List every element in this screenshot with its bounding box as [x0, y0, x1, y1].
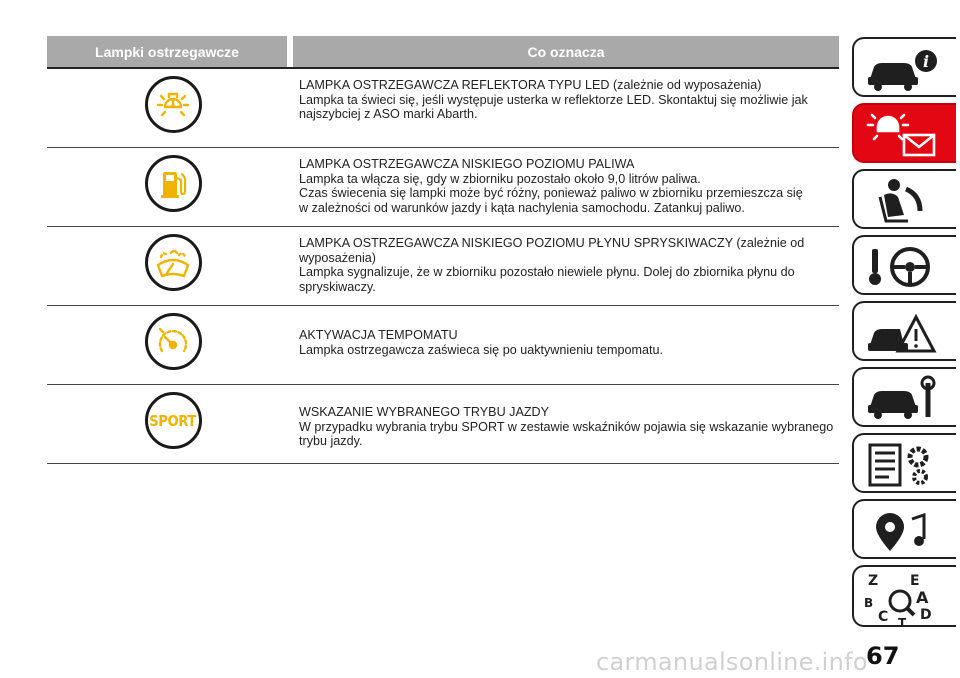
row-text: Lampka ostrzegawcza zaświeca się po uaktywnieniu tempomatu. [299, 342, 664, 357]
row-title: AKTYWACJA TEMPOMATU [299, 328, 458, 342]
washer-fluid-icon [145, 234, 202, 291]
cruise-control-icon [145, 313, 202, 370]
row-text: trybu jazdy. [299, 434, 363, 449]
maintenance-icon [864, 373, 944, 425]
watermark: carmanualsonline.info [596, 648, 868, 676]
row-text: Lampka ta świeci się, jeśli występuje usterka w reflektorze LED. Skontaktuj się możliwie jak [299, 92, 808, 107]
table-row [47, 227, 839, 306]
led-headlight-warning-icon [145, 76, 202, 133]
tab-maintenance[interactable] [852, 367, 956, 427]
car-info-icon [864, 43, 944, 95]
table-row [47, 306, 839, 385]
steering-wheel-icon [864, 241, 944, 293]
row-title: WSKAZANIE WYBRANEGO TRYBU JAZDY [299, 405, 550, 419]
header-meaning: Co oznacza [293, 36, 839, 67]
table-header [47, 36, 839, 69]
index-icon [864, 571, 944, 627]
tab-car-info[interactable] [852, 37, 956, 97]
warning-lights-table [47, 36, 839, 464]
technical-data-icon [864, 439, 944, 491]
multimedia-icon [864, 505, 944, 557]
row-title: LAMPKA OSTRZEGAWCZA REFLEKTORA TYPU LED (zależnie od wyposażenia) [299, 78, 762, 92]
row-title: LAMPKA OSTRZEGAWCZA NISKIEGO POZIOMU PALIWA [299, 157, 635, 171]
emergency-icon [864, 307, 944, 359]
row-text: wyposażenia) [299, 250, 377, 265]
row-text: Lampka ta włącza się, gdy w zbiorniku pozostało około 9,0 litrów paliwa. [299, 171, 701, 186]
tab-technical-data[interactable] [852, 433, 956, 493]
tab-warning-lights[interactable] [852, 103, 956, 163]
svg-text:i: i [922, 52, 930, 71]
table-row [47, 148, 839, 227]
index-letter: A [916, 588, 929, 607]
tab-multimedia[interactable] [852, 499, 956, 559]
header-warning-lights: Lampki ostrzegawcze [47, 36, 287, 67]
row-text: w zależności od warunków jazdy i kąta nachylenia samochodu. Zatankuj paliwo. [299, 200, 745, 215]
safety-seat-icon [864, 175, 944, 227]
table-row [47, 385, 839, 464]
tab-driving[interactable] [852, 235, 956, 295]
index-letter: C [878, 609, 889, 625]
row-text: W przypadku wybrania trybu SPORT w zestawie wskaźników pojawia się wskazanie wybranego [299, 419, 834, 434]
fuel-pump-icon [145, 155, 202, 212]
sport-badge: SPORT [149, 411, 197, 430]
row-title: LAMPKA OSTRZEGAWCZA NISKIEGO POZIOMU PŁYNU SPRYSKIWACZY (zależnie od [299, 236, 805, 250]
index-letter: Z [868, 573, 879, 589]
row-text: Lampka sygnalizuje, że w zbiorniku pozostało niewiele płynu. Dolej do zbiornika płynu do [299, 265, 795, 280]
warning-lights-icon [864, 109, 944, 161]
index-letter: T [898, 616, 907, 627]
row-text: spryskiwaczy. [299, 279, 376, 294]
sport-mode-icon [145, 392, 202, 449]
table-row [47, 69, 839, 148]
row-text: najszybciej z ASO marki Abarth. [299, 107, 478, 122]
index-letter: E [910, 573, 920, 589]
index-letter: D [920, 607, 932, 623]
tab-safety[interactable] [852, 169, 956, 229]
tab-emergency[interactable] [852, 301, 956, 361]
tab-index[interactable] [852, 565, 956, 627]
row-text: Czas świecenia się lampki może być różny, ponieważ paliwo w zbiorniku przemieszcza się [299, 186, 803, 201]
page-number: 67 [866, 642, 900, 670]
index-letter: B [864, 596, 874, 610]
